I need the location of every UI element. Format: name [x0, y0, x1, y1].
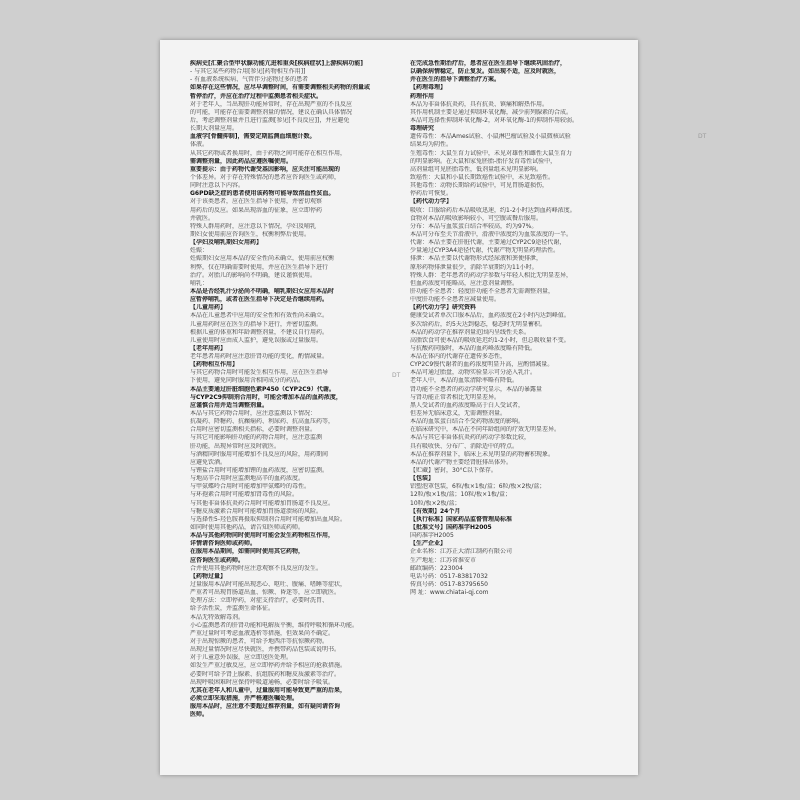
text-line: 应谨慎合用并适当调整剂量。 — [190, 401, 269, 409]
text-line: 传真号码：0517-83795650 — [410, 581, 488, 588]
text-line: 12粒/板×1板/盒；10粒/板×1板/盒； — [410, 491, 512, 499]
text-line: 与CYP2C9抑制剂合用时，可能会增加本品的血药浓度， — [190, 393, 342, 401]
text-line: 与酒精同时服用可能增加不良反应的风险，用药期间 — [190, 450, 329, 458]
text-line: - 有血液系统疾病、气管伴分泌物过多的患者 — [190, 76, 309, 84]
text-line: 遗传毒性：本品Ames试验、小鼠淋巴瘤试验及小鼠微核试验 — [410, 133, 571, 141]
watermark-right: DT — [698, 133, 707, 140]
text-line: 以确保病情稳定，防止复发。如出现不适，应及时就医， — [410, 68, 561, 76]
text-line: 严重过量时可考虑血液透析等措施，但效果尚不确定。 — [190, 629, 335, 637]
text-line: 【儿童用药】 — [190, 304, 227, 312]
text-line: 其作用机制主要是通过抑制环氧化酶，减少前列腺素的合成。 — [410, 108, 573, 116]
text-line: 长期大剂量应用。 — [190, 125, 239, 133]
text-line: 本品主要通过肝脏细胞色素P450（CYP2C9）代谢。 — [190, 385, 335, 393]
text-line: 本品无特效解毒剂。 — [190, 613, 245, 621]
text-line: 原形药物排泄量很少，消除半衰期约为11小时。 — [410, 263, 538, 271]
text-line: 如果存在这些情况，应尽早调整时间，有需要调整相关药物的剂量或 — [190, 84, 371, 92]
text-line: 分布：本品与血浆蛋白结合率较高，约为97%。 — [410, 222, 538, 230]
text-line: 应暂停哺乳，或者在医生指导下决定是否继续用药。 — [190, 296, 329, 304]
text-line: 【药物过量】 — [190, 572, 227, 580]
text-line: 妊娠期妇女应用本品的安全性尚未确立，使用前应权衡 — [190, 255, 335, 263]
text-line: 个体差异。对于存在特殊情况的患者应咨询医生或药师， — [190, 173, 341, 181]
text-line: CYP2C9慢代谢者的血药浓度明显升高，应酌情减量。 — [410, 361, 554, 369]
text-line: 给予活性炭，并监测生命体征。 — [190, 605, 275, 613]
text-line: 合用时应密切监测相关指标，必要时调整剂量。 — [190, 426, 317, 434]
text-line: 【有效期】24个月 — [410, 507, 461, 515]
text-line: 与其他非甾体抗炎药合用时可能增加胃肠道不良反应。 — [190, 499, 335, 507]
text-line: 肾功能不全患者的药动学研究显示，本品的暴露量 — [410, 385, 543, 393]
text-line: 利弊，仅在明确需要时使用，并应在医生指导下进行 — [190, 263, 329, 271]
text-line: 治疗。对胎儿的影响尚不明确，建议谨慎使用。 — [190, 271, 317, 279]
text-line: 出现呼吸困难时应保持呼吸道通畅，必要时给予吸氧。 — [190, 678, 335, 686]
text-line: 应咨询医生或药师。 — [190, 556, 245, 564]
text-line: 处理方法：立即停药，对症支持治疗，必要时洗胃、 — [190, 597, 329, 605]
text-line: 与其它可能影响肝功能的药物合用时，应注意监测 — [190, 434, 323, 442]
text-line: 肝功能，出现异常时应及时就医。 — [190, 442, 281, 450]
text-line: 在临床研究中，本品在不同年龄组间的疗效无明显差异。 — [410, 426, 561, 434]
text-line: 疾病史[汇聚合型甲状腺功能亢进和重炎[疾病症状]上游疾病功能] — [190, 60, 363, 67]
text-line: 的明显影响。在大鼠和家兔胚胎-胎仔发育毒性试验中， — [410, 157, 557, 165]
text-line: 具有吸收快、分布广、消除适中的特点。 — [410, 442, 519, 450]
text-line: 抗凝药、降糖药、抗癫痫药、利尿药、抗高血压药等， — [190, 418, 335, 426]
text-line: 尤其在老年人和儿童中，过量服用可能导致更严重的后果， — [190, 686, 347, 694]
text-line: 本品的药动学在推荐剂量范围内呈线性关系。 — [410, 328, 531, 336]
text-line: 本品的血浆蛋白结合不受药物浓度的影响。 — [410, 418, 525, 426]
text-line: 对于出现惊厥的患者，可给予地西泮等抗惊厥药物。 — [190, 637, 329, 645]
text-line: 其他毒性：动物长期给药试验中，可见胃肠道损伤， — [410, 182, 549, 190]
text-line: 期妇女使用前应咨询医生，权衡利弊后使用。 — [190, 230, 311, 238]
text-line: 详情请咨询医师或药师。 — [190, 540, 257, 548]
text-line: 如同时使用其他药品，请告知医师或药师。 — [190, 524, 305, 532]
text-line: 暂停治疗，并应在治疗过程中监测患者相关症状。 — [190, 92, 323, 100]
text-line: 本品在儿童患者中应用的安全性和有效性尚未确立。 — [190, 312, 329, 320]
text-line: 从其它药物或者换用时，由于药物之间可能存在相互作用， — [190, 149, 347, 157]
text-line: 本品的代谢产物主要经肾脏排出体外。 — [410, 458, 513, 466]
text-line: 本品与其他药物同时使用时可能会发生药物相互作用， — [190, 532, 335, 540]
text-line: 邮政编码：223004 — [410, 564, 463, 572]
text-line: 【药代动力学】 — [410, 198, 453, 206]
text-line: 高剂量组可见胚胎毒性，低剂量组未见明显影响。 — [410, 165, 543, 173]
text-line: 毒理研究 — [410, 125, 435, 133]
text-line: 本品与其它药物合用时，应注意监测以下情况： — [190, 410, 317, 418]
text-line: 与甲氨蝶呤合用时可能增加甲氨蝶呤的毒性。 — [190, 483, 311, 491]
text-line: 代谢：本品主要在肝脏代谢，主要通过CYP2C9途径代谢， — [410, 239, 566, 247]
text-line: 儿童使用时应由成人监护，避免误服或过量服用。 — [190, 336, 323, 344]
text-line: 在完成急性期治疗后，患者应在医生指导下继续巩固治疗， — [410, 60, 567, 67]
text-line: 对于儿童意外误服，应立即送医处理。 — [190, 654, 293, 662]
text-line: 妊娠： — [190, 247, 209, 255]
text-line: 必须立即采取措施，并严格遵医嘱处理。 — [190, 694, 299, 702]
text-line: 本品可通过胎盘，动物实验显示可分泌入乳汁。 — [410, 369, 537, 377]
text-line: 并在医生的指导下调整治疗方案。 — [410, 76, 501, 84]
text-line: 与糖皮质激素合用时可能增加胃肠道溃疡的风险。 — [190, 507, 323, 515]
text-line: 【药物相互作用】 — [190, 361, 239, 369]
text-line: 体液。 — [190, 141, 209, 149]
text-line: 用药后的反应。如果出现溶血的征象，应立即停药 — [190, 206, 323, 214]
text-line: 老年人中，本品的血浆清除率略有降低。 — [410, 377, 519, 385]
text-line: 本品为非甾体抗炎药，具有抗炎、镇痛和解热作用。 — [410, 100, 549, 108]
text-line: 吸收：口服给药后本品吸收迅速，约1-2小时达到血药峰浓度。 — [410, 206, 576, 214]
left-text-column — [190, 60, 400, 760]
text-line: 【执行标准】国家药品监督管理局标准 — [410, 515, 513, 523]
text-line: 但差异无临床意义，无需调整剂量。 — [410, 410, 507, 418]
text-line: 少量通过CYP3A4途径代谢，代谢产物无明显药理活性。 — [410, 247, 560, 255]
text-line: 【批准文号】国药准字H2005 — [410, 524, 492, 532]
right-text-column — [410, 60, 620, 740]
text-line: 黑人受试者的血药浓度略高于白人受试者， — [410, 401, 525, 409]
text-line: 生产地址：江苏省淮安市 — [410, 556, 477, 564]
text-line: 医师。 — [190, 711, 209, 719]
text-line: 电话号码：0517-83817032 — [410, 572, 488, 580]
text-line: - 与其它某些药物合用[参见[药物相互作用]] — [190, 68, 306, 76]
text-line: 健康受试者单次口服本品后，血药浓度在2小时内达到峰值。 — [410, 312, 570, 320]
text-line: 【老年用药】 — [190, 344, 227, 352]
text-line: 与选择性5-羟色胺再摄取抑制剂合用时可能增加出血风险。 — [190, 515, 346, 523]
text-line: 药理作用 — [410, 92, 435, 100]
text-line: 与环孢素合用时可能增加肾毒性的风险。 — [190, 491, 299, 499]
text-line: 对于该类患者，应在医生指导下使用，并密切观察 — [190, 198, 323, 206]
text-line: 本品在推荐剂量下，临床上未见明显的药物蓄积现象。 — [410, 450, 555, 458]
text-line: 【药理毒理】 — [410, 84, 447, 92]
text-line: 国药准字H2005 — [410, 532, 454, 540]
text-line: 高脂饮食可使本品的吸收延迟约1-2小时，但总吸收量不变。 — [410, 336, 570, 344]
text-line: 【生产企业】 — [410, 540, 447, 548]
text-line: 企业名称：江苏正大清江制药有限公司 — [410, 548, 513, 556]
text-line: 10粒/板×2板/盒； — [410, 499, 461, 507]
watermark-center: DT — [392, 372, 401, 379]
text-line: 出现过量情况时应尽快就医，并携带药品包装或说明书。 — [190, 646, 341, 654]
text-line: 【药代动力学】研究资料 — [410, 304, 477, 312]
text-line: 并就医。 — [190, 214, 215, 222]
text-line: 本品在体内的代谢存在遗传多态性， — [410, 353, 507, 361]
text-line: G6PD缺乏症的患者使用该药物可能导致溶血性贫血。 — [190, 190, 335, 198]
text-line: 本品与其它非甾体抗炎药的药动学参数比较， — [410, 434, 531, 442]
text-line: 下使用，避免同时服用含相同成分的药品。 — [190, 377, 305, 385]
text-line: 老年患者用药时应注意肝肾功能的变化，酌情减量。 — [190, 353, 329, 361]
text-line: 与锂盐合用时可能增加锂的血药浓度，应密切监测。 — [190, 467, 329, 475]
text-line: 合并使用其他药物时应注意观察不良反应的发生。 — [190, 564, 323, 572]
text-line: 服用本品时，应注意不要超过推荐剂量，如有疑问请咨询 — [190, 703, 341, 711]
text-line: 需调整剂量，因此药品应遵医嘱使用。 — [190, 157, 293, 165]
text-line: 【孕妇及哺乳期妇女用药】 — [190, 239, 263, 247]
text-line: 网 址：www.chiatai-qj.com — [410, 589, 489, 597]
text-line: 特殊人群：老年患者的药动学参数与年轻人相比无明显差异， — [410, 271, 573, 279]
text-line: 肝功能不全患者：轻度肝功能不全患者无需调整剂量， — [410, 287, 555, 295]
text-line: 血液学[骨髓抑制]，需要定期监测血细胞计数。 — [190, 133, 316, 141]
text-line: 本品可分布至关节滑液中，滑液中浓度约为血浆浓度的一半。 — [410, 230, 573, 238]
text-line: 与抗酸药同服时，本品的血药峰浓度略有降低。 — [410, 344, 537, 352]
text-line: 排泄：本品主要以代谢物形式经尿液和粪便排泄， — [410, 255, 543, 263]
text-line: 重要提示：由于药物代谢受基因影响，应关注可能出现的 — [190, 165, 341, 173]
text-line: 食物对本品的吸收影响较小，可空腹或餐后服用。 — [410, 214, 543, 222]
text-line: 铝塑泡罩包装，6粒/板×1板/盒；6粒/板×2板/盒； — [410, 483, 546, 491]
text-line: 应避免饮酒。 — [190, 458, 227, 466]
text-line: 生殖毒性：大鼠生育力试验中，未见对雄性和雌性大鼠生育力 — [410, 149, 573, 157]
text-line: 与其它药物合用时可能发生相互作用，应在医生指导 — [190, 369, 329, 377]
text-line: 严重者可出现胃肠道出血、惊厥、昏迷等，应立即就医。 — [190, 589, 341, 597]
text-line: 与肾功能正常者相比无明显差异。 — [410, 393, 501, 401]
text-line: 本品是否经乳汁分泌尚不明确，哺乳期妇女应用本品时 — [190, 287, 335, 295]
text-line: 多次给药后，约5天达到稳态，稳态时无明显蓄积。 — [410, 320, 546, 328]
text-line: 小心监测患者的肝肾功能和电解质平衡，维持呼吸和循环功能。 — [190, 621, 359, 629]
text-line: 必要时可给予肾上腺素、抗组胺药和糖皮质激素等治疗。 — [190, 670, 341, 678]
text-line: 如发生严重过敏反应，应立即停药并给予相应的抢救措施。 — [190, 662, 347, 670]
text-line: 但血药浓度可能略高，应注意剂量调整。 — [410, 279, 519, 287]
text-line: 过量服用本品时可能出现恶心、呕吐、腹痛、嗜睡等症状， — [190, 581, 347, 588]
text-line: 致癌性：大鼠和小鼠长期致癌性试验中，未见致癌性。 — [410, 173, 555, 181]
text-line: 【包装】 — [410, 475, 435, 483]
text-line: 的可能，可能存在需要调整剂量的情况，建议在确认具体情况 — [190, 108, 353, 116]
text-line: 对于老年人，当出现肝功能异常时，存在出现严重的不良反应 — [190, 100, 353, 108]
text-line: 本品可选择性抑制环氧化酶-2，对环氧化酶-1的抑制作用较弱。 — [410, 116, 578, 124]
text-line: 后，考虑调整剂量并且进行监测[参见[不良反应]]，并应避免 — [190, 116, 350, 124]
text-line: 【贮藏】密封，30°C以下保存。 — [410, 467, 497, 475]
text-line: 中度肝功能不全患者应减量使用。 — [410, 296, 501, 304]
text-line: 根据儿童的体重和年龄调整剂量，不建议自行用药。 — [190, 328, 329, 336]
text-line: 结果均为阴性。 — [410, 141, 453, 149]
text-line: 哺乳： — [190, 279, 209, 287]
text-line: 停药后可恢复。 — [410, 190, 453, 198]
text-line: 儿童用药时应在医生的指导下进行，并密切监测。 — [190, 320, 323, 328]
package-insert-sheet — [160, 40, 638, 775]
text-line: 同时注意以下内容。 — [190, 182, 245, 190]
text-line: 特殊人群用药时，应注意以下情况，孕妇及哺乳 — [190, 222, 317, 230]
text-line: 在服用本品期间，如需同时使用其它药物， — [190, 548, 305, 556]
text-line: 与地高辛合用时应监测地高辛的血药浓度。 — [190, 475, 305, 483]
